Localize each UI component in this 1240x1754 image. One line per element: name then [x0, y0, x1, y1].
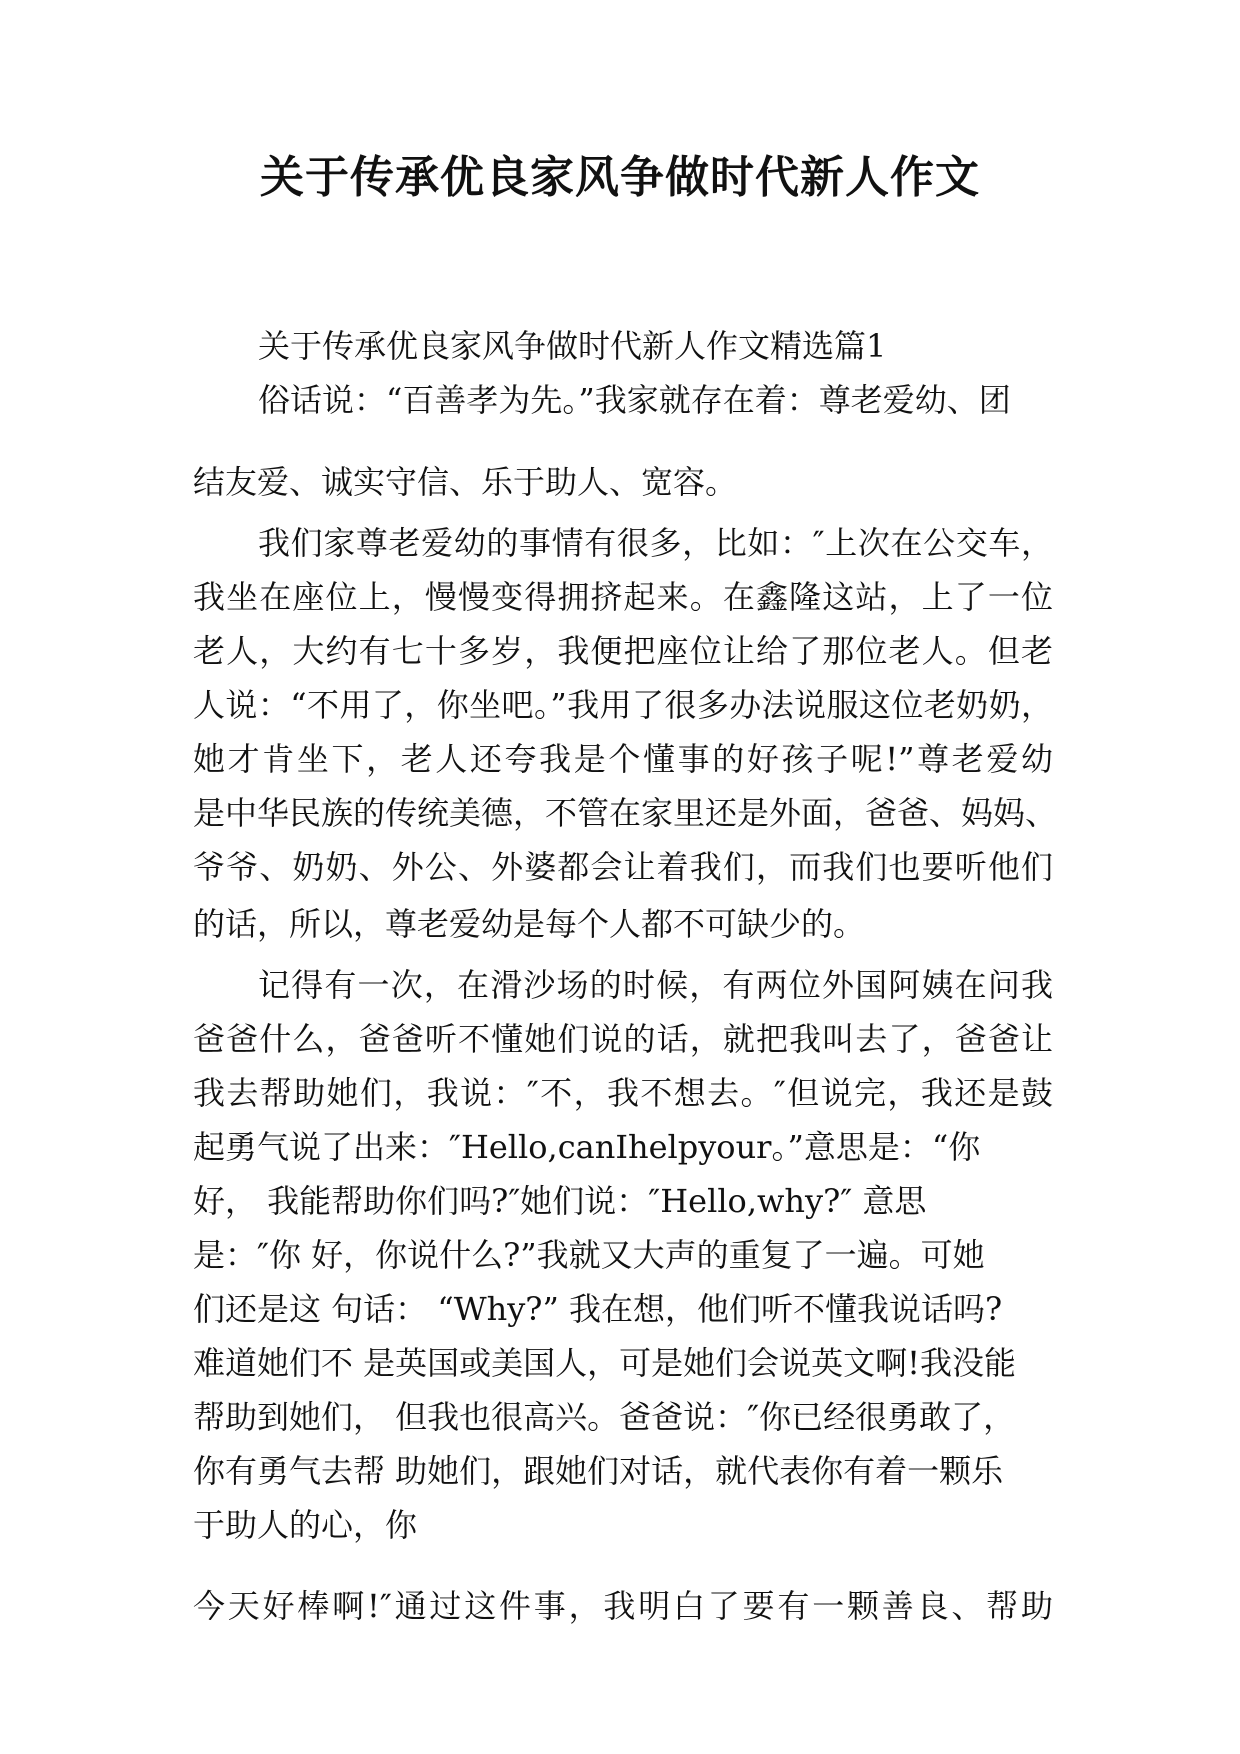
paragraph-line: 是中华民族的传统美德，不管在家里还是外面，爸爸、妈妈、 [193, 794, 1058, 832]
paragraph-line: 今天好棒啊!″通过这件事，我明白了要有一颗善良、帮助 [193, 1587, 1053, 1625]
paragraph-line: 我们家尊老爱幼的事情有很多，比如：″上次在公交车， [258, 524, 1053, 562]
document-title: 关于传承优良家风争做时代新人作文 [260, 152, 980, 203]
paragraph-line: 好， 我能帮助你们吗?″她们说：″Hello,why?″ 意思 [193, 1182, 927, 1220]
paragraph-line: 的话，所以，尊老爱幼是每个人都不可缺少的。 [193, 905, 866, 943]
paragraph-line: 于助人的心，你 [193, 1506, 418, 1544]
paragraph-line: 记得有一次，在滑沙场的时候，有两位外国阿姨在问我 [258, 966, 1053, 1004]
paragraph-line: 帮助到她们， 但我也很高兴。爸爸说：″你已经很勇敢了， [193, 1398, 1016, 1436]
paragraph-line: 俗话说：“百善孝为先。”我家就存在着：尊老爱幼、团 [258, 381, 1011, 419]
paragraph-line: 爷爷、奶奶、外公、外婆都会让着我们，而我们也要听他们 [193, 848, 1053, 886]
paragraph-line: 我坐在座位上，慢慢变得拥挤起来。在鑫隆这站，上了一位 [193, 578, 1053, 616]
paragraph-line: 她才肯坐下，老人还夸我是个懂事的好孩子呢!”尊老爱幼 [193, 740, 1053, 778]
paragraph-line: 结友爱、诚实守信、乐于助人、宽容。 [193, 463, 738, 501]
paragraph-line: 爸爸什么，爸爸听不懂她们说的话，就把我叫去了，爸爸让 [193, 1020, 1053, 1058]
paragraph-line: 我去帮助她们，我说：″不，我不想去。″但说完，我还是鼓 [193, 1074, 1053, 1112]
paragraph-line: 难道她们不 是英国或美国人，可是她们会说英文啊!我没能 [193, 1344, 1017, 1382]
paragraph-line: 人说：“不用了，你坐吧。”我用了很多办法说服这位老奶奶， [193, 686, 1053, 724]
paragraph-line: 老人，大约有七十多岁，我便把座位让给了那位老人。但老 [193, 632, 1053, 670]
paragraph-line: 你有勇气去帮 助她们，跟她们对话，就代表你有着一颗乐 [193, 1452, 1004, 1490]
paragraph-line: 们还是这 句话： “Why?” 我在想，他们听不懂我说话吗? [193, 1290, 1003, 1328]
paragraph-line: 起勇气说了出来：″Hello,canIhelpyour。”意思是：“你 [193, 1128, 981, 1166]
paragraph-line: 是：″你 好，你说什么?”我就又大声的重复了一遍。可她 [193, 1236, 985, 1274]
section-heading: 关于传承优良家风争做时代新人作文精选篇1 [258, 327, 887, 365]
